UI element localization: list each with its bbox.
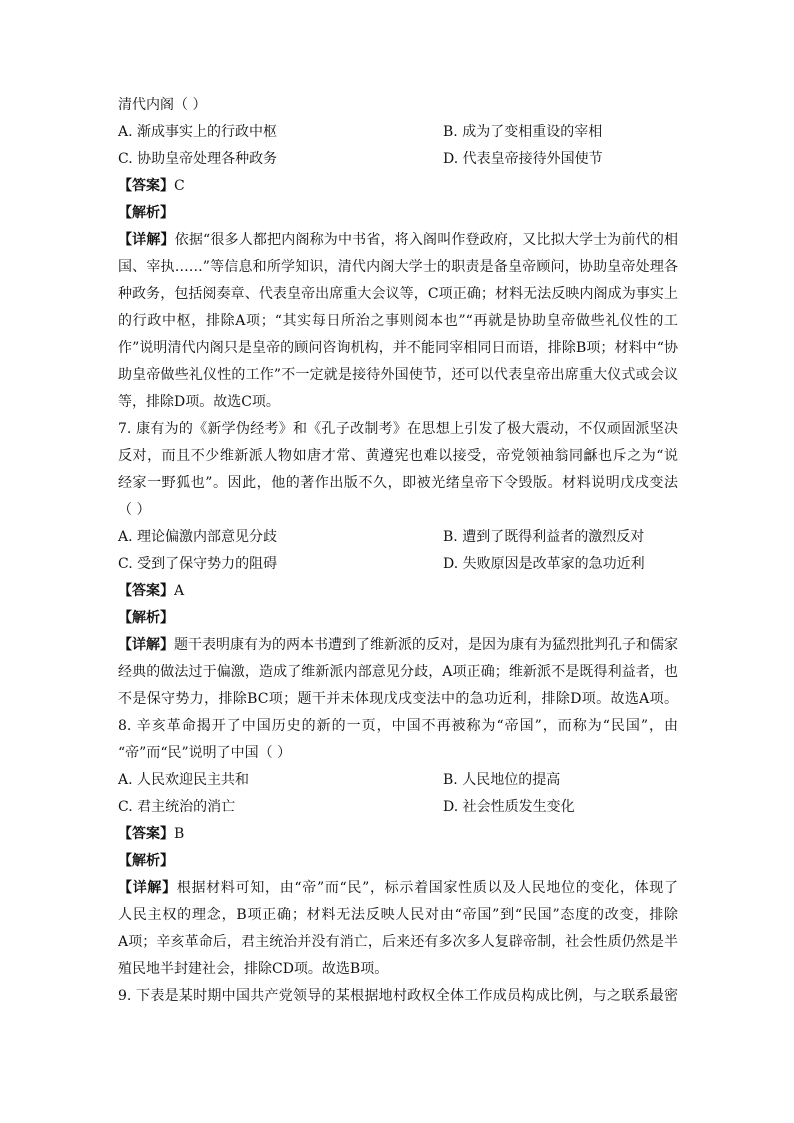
q6-option-a: A. 渐成事实上的行政中枢 (118, 124, 278, 140)
q7-stem-line-3: 经家一野狐也”。因此，他的著作出版不久，即被光绪皇帝下令毁版。材料说明戊戌变法 (118, 475, 678, 491)
q8-analysis-label: 【解析】 (118, 853, 174, 869)
q8-answer (118, 821, 678, 848)
q8-options-row-1 (118, 767, 678, 794)
q8-option-c: C. 君主统治的消亡 (118, 799, 236, 815)
q8-answer-value: B (174, 826, 185, 842)
q8-option-b: B. 人民地位的提高 (443, 772, 561, 788)
q7-detail-label: 【详解】 (118, 637, 174, 653)
q7-stem-line-1: 7. 康有为的《新学伪经考》和《孔子改制考》在思想上引发了极大震动，不仅顽固派坚决 (118, 421, 678, 437)
q8-detail-line-2: 人民主权的理念，B项正确；材料无法反映人民对由“帝国”到“民国”态度的改变，排除 (118, 907, 678, 923)
document-page (118, 92, 678, 1010)
q8-option-a: A. 人民欢迎民主共和 (118, 772, 250, 788)
q6-detail-line-4: 的行政中枢，排除A项；“其实每日所治之事则阅本也”“再就是协助皇帝做些礼仪性的工 (118, 313, 678, 329)
q6-detail-line-2: 国、宰执……”等信息和所学知识，清代内阁大学士的职责是备皇帝顾问，协助皇帝处理各 (118, 259, 678, 275)
q6-options-row-1 (118, 119, 678, 146)
q7-option-c: C. 受到了保守势力的阻碍 (118, 556, 278, 572)
q6-analysis-label: 【解析】 (118, 205, 174, 221)
q6-stem: 清代内阁（ ） (118, 97, 207, 113)
q7-option-b: B. 遭到了既得利益者的激烈反对 (443, 529, 645, 545)
q7-detail-line-1: 【详解】题干表明康有为的两本书遭到了维新派的反对，是因为康有为猛烈批判孔子和儒家 (118, 637, 678, 653)
q7-options-row-1 (118, 524, 678, 551)
q6-option-d: D. 代表皇帝接待外国使节 (443, 151, 603, 167)
q8-options-row-2 (118, 794, 678, 821)
q9-stem-line-1: 9. 下表是某时期中国共产党领导的某根据地村政权全体工作成员构成比例，与之联系最密 (118, 988, 678, 1004)
q7-option-d: D. 失败原因是改革家的急功近利 (443, 556, 645, 572)
q6-options-row-2 (118, 146, 678, 173)
q7-stem-line-2: 反对，而且不少维新派人物如唐才常、黄遵宪也难以接受，帝党领袖翁同龢也斥之为“说 (118, 448, 678, 464)
q7-detail-line-2: 经典的做法过于偏激，造成了维新派内部意见分歧，A项正确；维新派不是既得利益者，也 (118, 664, 678, 680)
q8-detail-line-1: 【详解】根据材料可知，由“帝”而“民”，标示着国家性质以及人民地位的变化，体现了 (118, 880, 678, 896)
q6-answer-value: C (174, 178, 185, 194)
q8-detail-line-4: 殖民地半封建社会，排除CD项。故选B项。 (118, 961, 389, 977)
q6-detail-line-6: 助皇帝做些礼仪性的工作”不一定就是接待外国使节，还可以代表皇帝出席重大仪式或会议 (118, 367, 678, 383)
q6-option-c: C. 协助皇帝处理各种政务 (118, 151, 278, 167)
q8-option-d: D. 社会性质发生变化 (443, 799, 575, 815)
q6-answer-label: 【答案】 (118, 178, 174, 194)
q7-option-a: A. 理论偏激内部意见分歧 (118, 529, 278, 545)
q6-detail-label: 【详解】 (118, 232, 175, 248)
q6-detail-line-5: 作”说明清代内阁只是皇帝的顾问咨询机构，并不能同宰相同日而语，排除B项；材料中“协 (118, 340, 678, 356)
q8-stem-line-2: “帝”而“民”说明了中国（ ） (118, 745, 292, 761)
q8-detail-label: 【详解】 (118, 880, 177, 896)
q6-detail-line-3: 种政务，包括阅奏章、代表皇帝出席重大会议等，C项正确；材料无法反映内阁成为事实上 (118, 286, 678, 302)
q6-answer (118, 173, 678, 200)
q7-stem-line-4: （ ） (118, 502, 151, 518)
q7-detail-line-3: 不是保守势力，排除BC项；题干并未体现戊戌变法中的急功近利，排除D项。故选A项。 (118, 691, 678, 707)
q7-answer-label: 【答案】 (118, 583, 174, 599)
q8-detail-line-3: A项；辛亥革命后，君主统治并没有消亡，后来还有多次多人复辟帝制，社会性质仍然是半 (118, 934, 678, 950)
q7-options-row-2 (118, 551, 678, 578)
q7-answer (118, 578, 678, 605)
q7-analysis-label: 【解析】 (118, 610, 174, 626)
q7-answer-value: A (174, 583, 185, 599)
q8-stem-line-1: 8. 辛亥革命揭开了中国历史的新的一页，中国不再被称为“帝国”，而称为“民国”，由 (118, 718, 678, 734)
q6-option-b: B. 成为了变相重设的宰相 (443, 124, 603, 140)
q6-detail-line-1: 【详解】依据“很多人都把内阁称为中书省，将入阁叫作登政府，又比拟大学士为前代的相 (118, 232, 678, 248)
q8-answer-label: 【答案】 (118, 826, 174, 842)
q6-detail-line-7: 等，排除D项。故选C项。 (118, 394, 280, 410)
